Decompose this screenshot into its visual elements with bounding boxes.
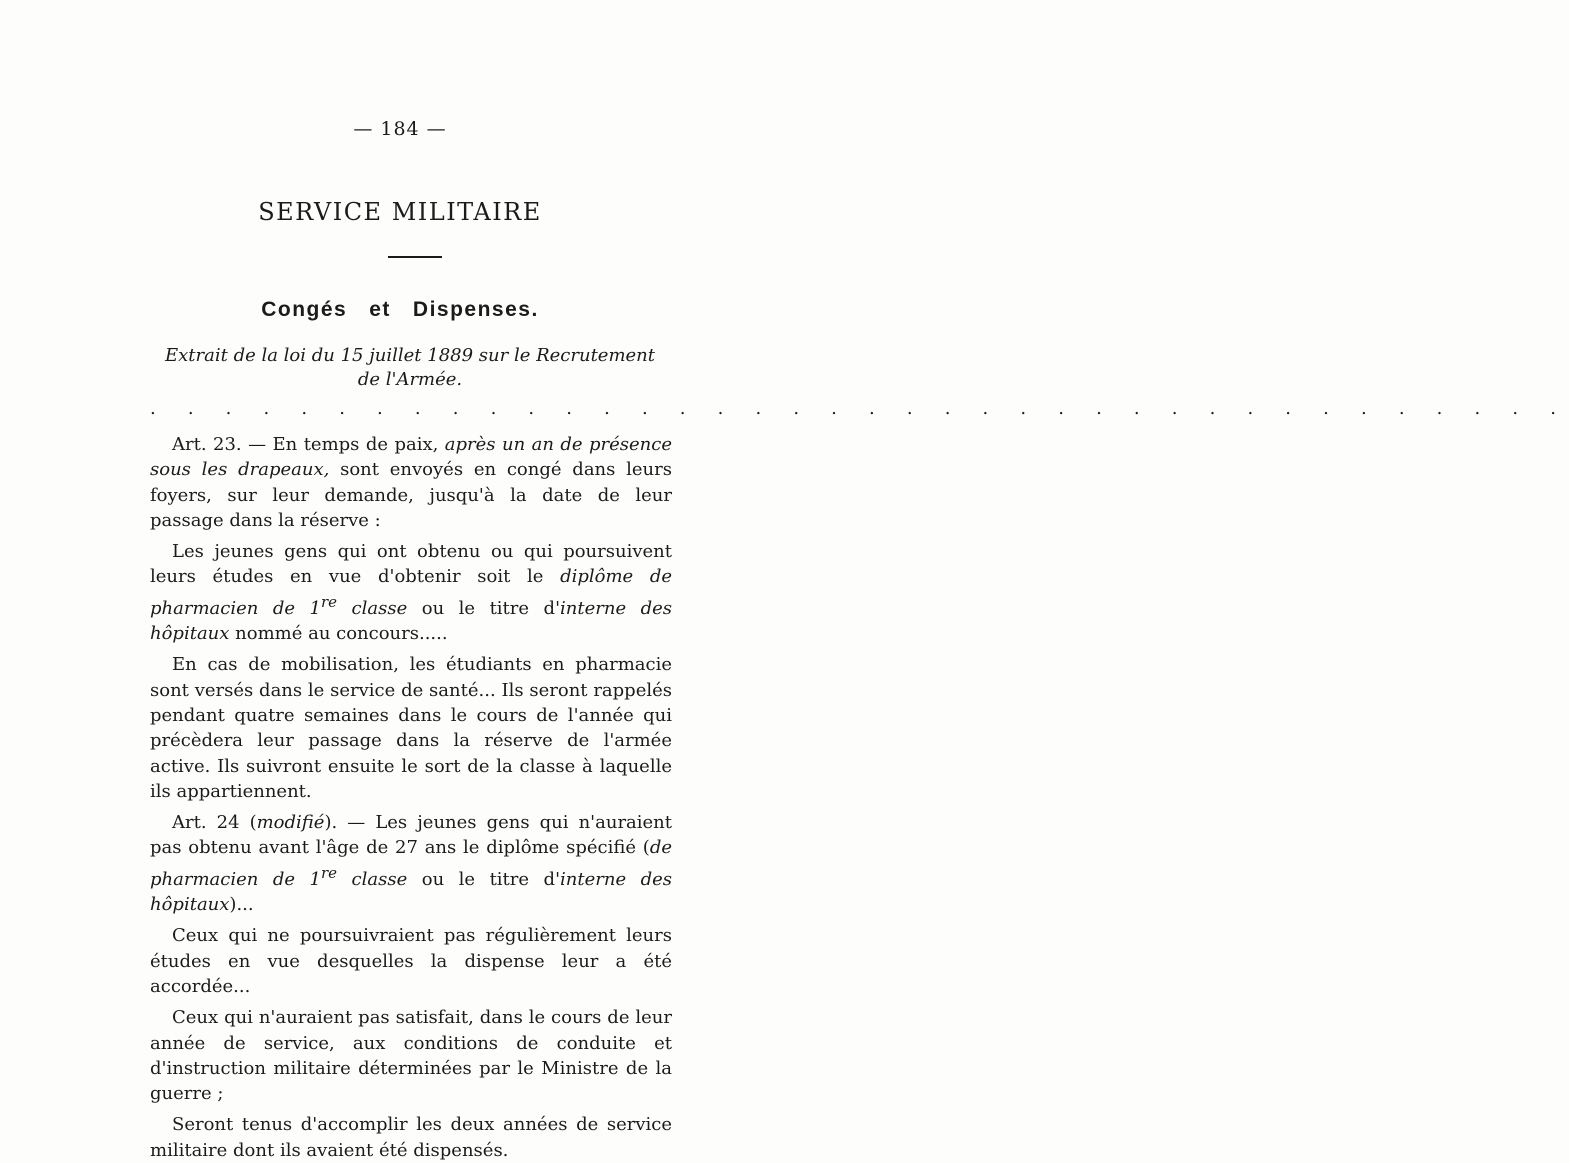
paragraph-ceux-1: Ceux qui ne poursuivraient pas régulièrement leurs études en vue desquelles la dispense leur a été accordée... — [150, 925, 672, 997]
art-24-text-2: ou le titre d' — [407, 868, 561, 890]
paragraph-art-24 — [150, 810, 672, 917]
subtitle-word-dispenses: Dispenses. — [412, 298, 539, 321]
art-24-interne: interne des hôpitaux — [150, 868, 673, 916]
jeunes-interne: interne des hôpitaux — [150, 597, 673, 645]
art-23-text-2: sont envoyés en congé dans leurs foyers, sur leur demande, jusqu'à la date de leur passage dans la réserve : — [150, 459, 672, 531]
section-title: SERVICE MILITAIRE — [258, 198, 542, 226]
ellipsis-row: . . . . . . . . . . . . . . . . . . . . . . . . . . . . . . . . . . . . . . — [150, 398, 1569, 419]
body-text — [150, 432, 672, 1163]
art-24-label-end: ). — — [324, 812, 366, 834]
art-24-sup: re — [320, 863, 338, 882]
jeunes-text-2: ou le titre d' — [407, 597, 561, 619]
subtitle-word-et: et — [369, 298, 391, 321]
paragraph-art-23 — [150, 432, 672, 533]
subtitle-word-conges: Congés — [261, 298, 348, 321]
jeunes-sup: re — [320, 592, 338, 611]
jeunes-classe: classe — [337, 597, 408, 619]
art-23-label: Art. 23. — — [172, 434, 267, 455]
title-rule — [388, 256, 442, 258]
art-24-classe: classe — [337, 868, 408, 890]
paragraph-ceux-2: Ceux qui n'auraient pas satisfait, dans le cours de leur année de service, aux conditions de conduite et d'instruction militaire déterminées par le Ministre de la guerre ; — [150, 1007, 672, 1105]
paragraph-seront: Seront tenus d'accomplir les deux années de service militaire dont ils avaient été dispensés. — [150, 1114, 672, 1161]
subtitle — [0, 298, 800, 322]
art-24-text-1: Les jeunes gens qui n'auraient pas obtenu avant l'âge de 27 ans le diplôme spécifié ( — [150, 812, 673, 859]
art-23-text-1: En temps de paix, — [266, 434, 445, 455]
paragraph-jeunes-gens — [150, 539, 672, 646]
art-23-emphasis: après un an de présence sous les drapeaux, — [150, 434, 672, 481]
art-24-modifie: modifié — [256, 812, 325, 834]
jeunes-text-1: Les jeunes gens qui ont obtenu ou qui poursuivent leurs études en vue d'obtenir soit le — [150, 541, 672, 588]
extract-line-2: de l'Armée. — [357, 369, 463, 390]
art-24-label: Art. 24 ( — [172, 812, 257, 834]
art-24-pharmacien-text: de pharmacien de 1 — [150, 837, 672, 890]
art-24-text-3: )... — [229, 894, 254, 916]
extract-note — [150, 344, 670, 392]
jeunes-diplome-text: diplôme de pharmacien de 1 — [150, 566, 672, 619]
paragraph-mobilisation: En cas de mobilisation, les étudiants en pharmacie sont versés dans le service de santé... Ils seront rappelés pendant quatre semaines dans le cours de l'année qui précèdera leur passage dans la réserve de l'armée active. Ils suivront ensuite le sort de la classe à laquelle ils appartiennent. — [150, 654, 672, 802]
extract-line-1: Extrait de la loi du 15 juillet 1889 sur le Recrutement — [165, 345, 655, 366]
page-number: — 184 — — [353, 118, 447, 140]
jeunes-text-3: nommé au concours..... — [229, 623, 448, 645]
